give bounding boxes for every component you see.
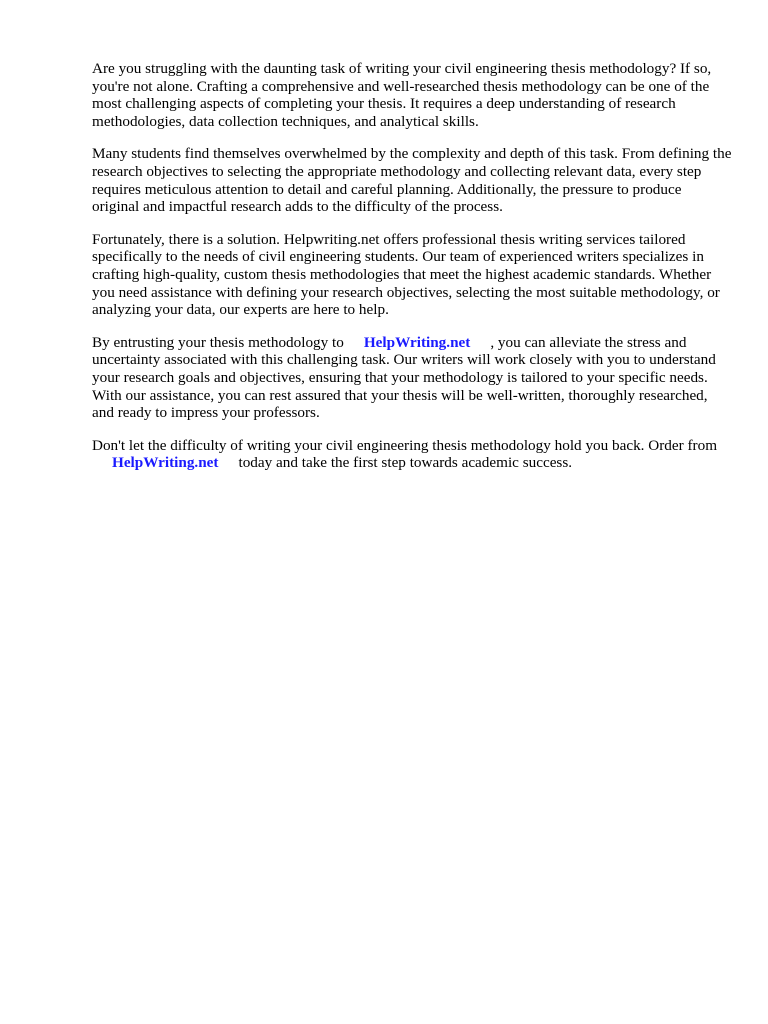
paragraph-5-trail-text: today and take the first step towards academic success. <box>238 454 573 472</box>
paragraph-4 <box>92 334 732 422</box>
paragraph-3: Fortunately, there is a solution. Helpwriting.net offers professional thesis writing services tailored specifically to the needs of civil engineering students. Our team of experienced writers specializes in crafting high-quality, custom thesis methodologies that meet the highest academic standards. Whether you need assistance with defining your research objectives, selecting the most suitable methodology, or analyzing your data, our experts are here to help. <box>92 230 720 319</box>
paragraph-1: Are you struggling with the daunting task of writing your civil engineering thesis methodology? If so, you're not alone. Crafting a comprehensive and well-researched thesis methodology can be one of the most challenging aspects of completing your thesis. It requires a deep understanding of research methodologies, data collection techniques, and analytical skills. <box>92 60 712 130</box>
paragraph-5-lead-text: Don't let the difficulty of writing your civil engineering thesis methodology hold you back. Order from <box>92 436 718 454</box>
helpwriting-link[interactable]: HelpWriting.net <box>363 333 471 351</box>
paragraph-2: Many students find themselves overwhelmed by the complexity and depth of this task. From defining the research objectives to selecting the appropriate methodology and collecting relevant data, every step requires meticulous attention to detail and careful planning. Additionally, the pressure to produce original and impactful research adds to the difficulty of the process. <box>92 145 732 216</box>
paragraph-4-trail-text: , you can alleviate the stress and uncertainty associated with this challenging task. Our writers will work closely with you to understand your research goals and objectives, ensuring that your methodology is tailored to your specific needs. With our assistance, you can rest assured that your thesis will be well-written, thoroughly researched, and ready to impress your professors. <box>92 333 716 422</box>
document-body <box>92 60 732 487</box>
helpwriting-order-link[interactable]: HelpWriting.net <box>112 454 219 472</box>
paragraph-5 <box>92 437 732 472</box>
paragraph-4-lead-text: By entrusting your thesis methodology to <box>92 333 344 351</box>
